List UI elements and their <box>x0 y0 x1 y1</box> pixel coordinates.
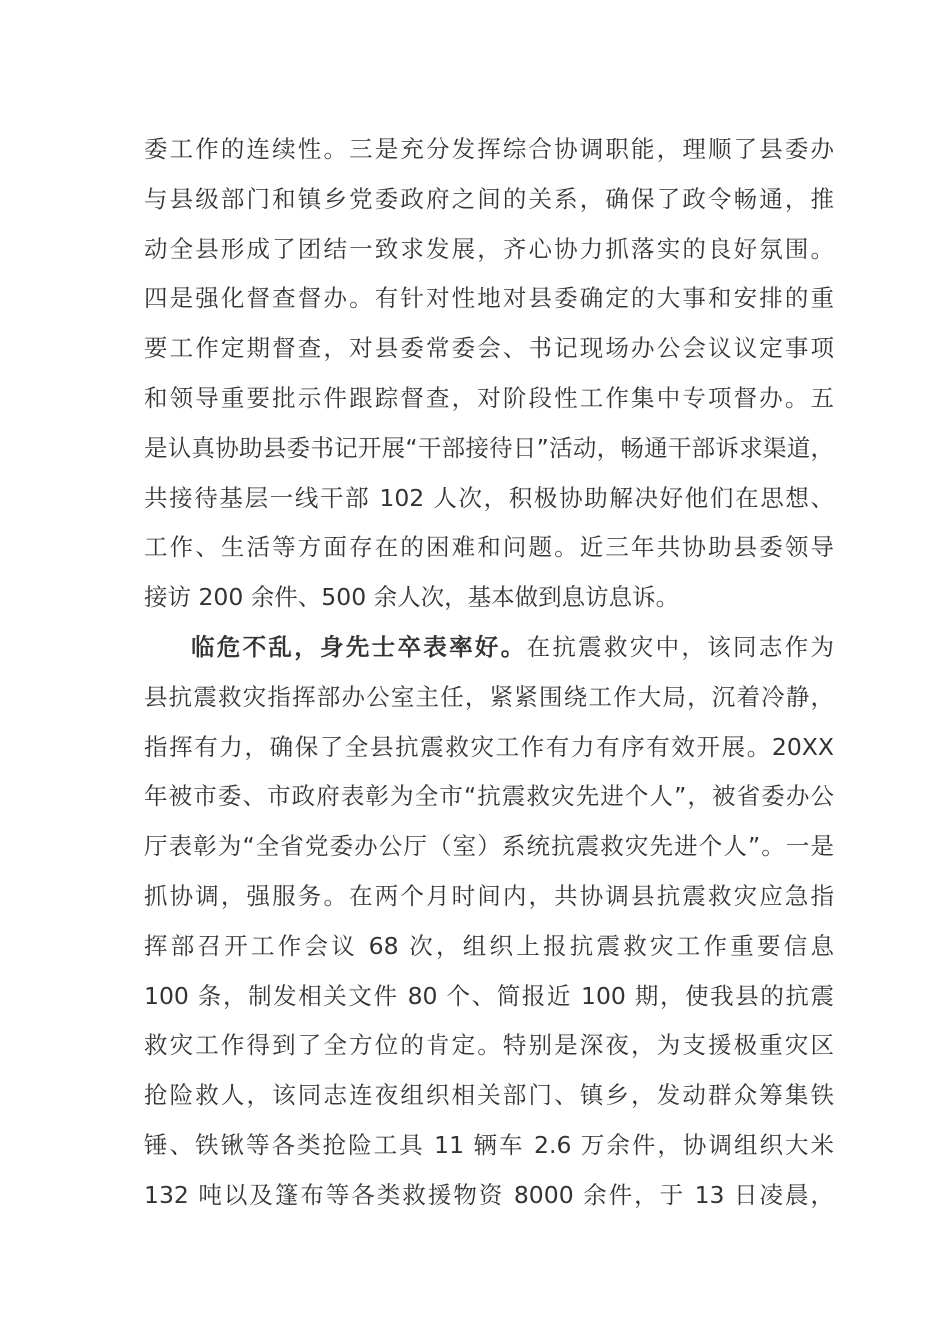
paragraph-1 <box>144 125 834 623</box>
text-line: 接访 200 余件、500 余人次，基本做到息访息诉。 <box>144 583 680 612</box>
body-text <box>144 125 834 1221</box>
text-line: 工作、生活等方面存在的困难和问题。近三年共协助县委领导 <box>144 533 834 562</box>
text-line: 锤、铁锹等各类抢险工具 11 辆车 2.6 万余件，协调组织大米 <box>144 1130 834 1159</box>
paragraph-heading: 临危不乱，身先士卒表率好。 <box>191 632 527 661</box>
text-line: 共接待基层一线干部 102 人次，积极协助解决好他们在思想、 <box>144 483 834 512</box>
text-line: 年被市委、市政府表彰为全市“抗震救灾先进个人”，被省委办公 <box>144 782 834 811</box>
text-line: 委工作的连续性。三是充分发挥综合协调职能，理顺了县委办 <box>144 135 834 163</box>
text-line: 救灾工作得到了全方位的肯定。特别是深夜，为支援极重灾区 <box>144 1031 834 1060</box>
text-line: 厅表彰为“全省党委办公厅（室）系统抗震救灾先进个人”。一是 <box>144 832 834 861</box>
text-line: 抢险救人，该同志连夜组织相关部门、镇乡，发动群众筹集铁 <box>144 1081 834 1110</box>
paragraph-2 <box>144 623 834 1221</box>
text-line: 与县级部门和镇乡党委政府之间的关系，确保了政令畅通，推 <box>144 184 834 213</box>
text-line: 是认真协助县委书记开展“干部接待日”活动，畅通干部诉求渠道， <box>144 433 834 462</box>
paragraph-first-line <box>144 623 834 673</box>
text-line: 县抗震救灾指挥部办公室主任，紧紧围绕工作大局，沉着冷静， <box>144 682 834 711</box>
text-line: 100 条，制发相关文件 80 个、简报近 100 期，使我县的抗震 <box>144 981 834 1010</box>
text-line: 132 吨以及篷布等各类救援物资 8000 余件，于 13 日凌晨， <box>144 1180 834 1209</box>
text-line: 挥部召开工作会议 68 次，组织上报抗震救灾工作重要信息 <box>144 931 834 960</box>
text-line: 抓协调，强服务。在两个月时间内，共协调县抗震救灾应急指 <box>144 881 834 910</box>
paragraph-lead-text: 在抗震救灾中，该同志作为 <box>526 632 834 661</box>
text-line: 四是强化督查督办。有针对性地对县委确定的大事和安排的重 <box>144 284 834 313</box>
text-line: 指挥有力，确保了全县抗震救灾工作有力有序有效开展。20XX <box>144 732 834 761</box>
text-line: 要工作定期督查，对县委常委会、书记现场办公会议议定事项 <box>144 334 834 363</box>
text-line: 动全县形成了团结一致求发展，齐心协力抓落实的良好氛围。 <box>144 234 834 263</box>
text-line: 和领导重要批示件跟踪督查，对阶段性工作集中专项督办。五 <box>144 383 834 412</box>
